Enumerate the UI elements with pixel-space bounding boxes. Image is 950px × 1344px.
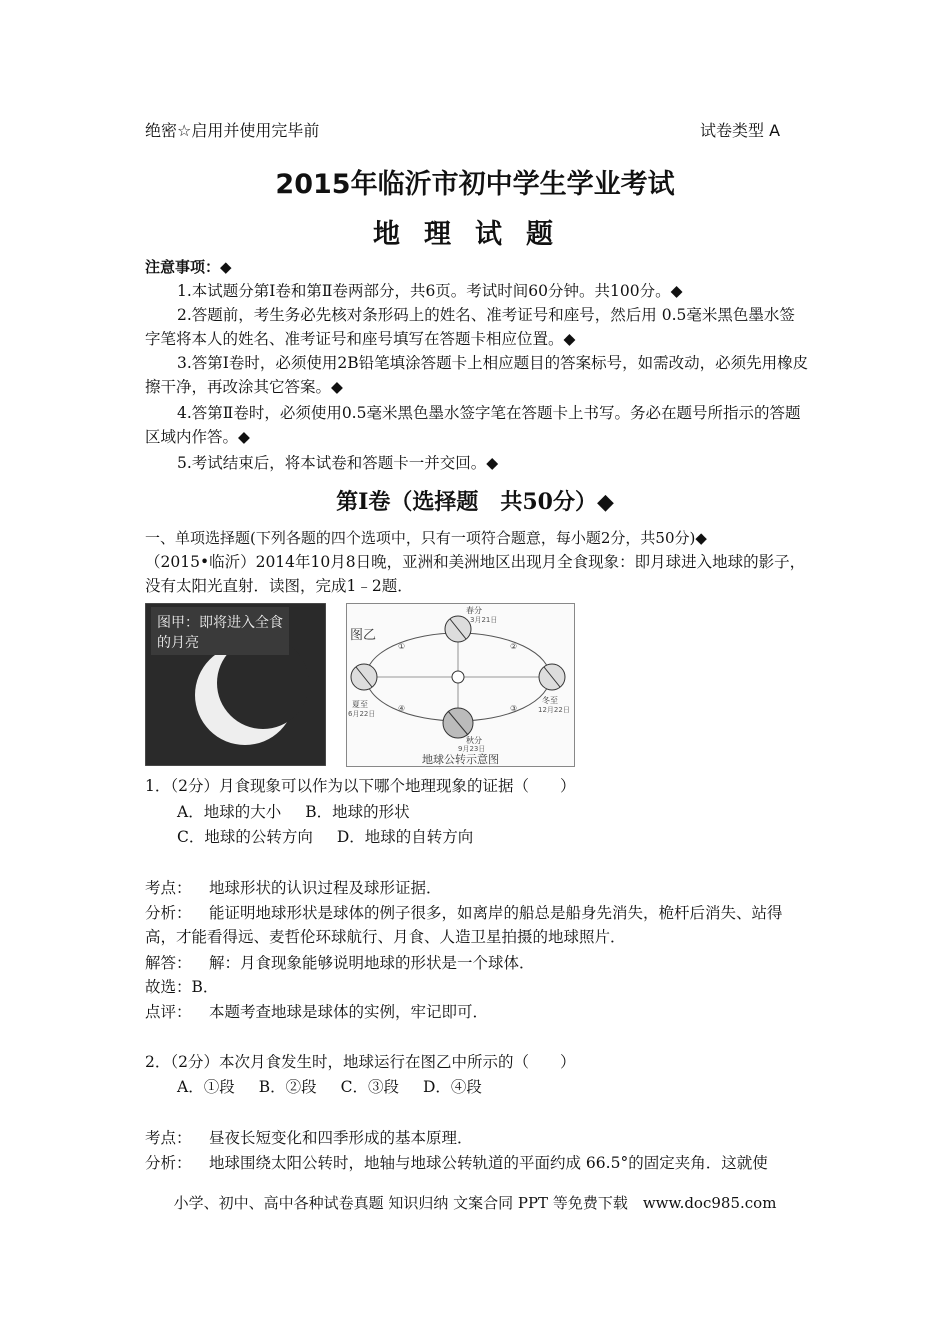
- earth-winter-icon: [539, 664, 565, 690]
- figure-b-caption: 地球公转示意图: [422, 753, 499, 766]
- q1-option-c: C．地球的公转方向: [177, 828, 313, 846]
- exam-subtitle: 地理试题: [373, 219, 577, 250]
- earth-summer-icon: [351, 664, 377, 690]
- figure-b-label: 图乙: [350, 628, 377, 643]
- earth-autumn-icon: [443, 708, 473, 738]
- paper-type-label: 试卷类型 A: [700, 121, 781, 140]
- earth-spring-icon: [445, 616, 471, 642]
- q2-kaodian: 考点： 昼夜长短变化和四季形成的基本原理．: [145, 1129, 473, 1147]
- note-item: 5.考试结束后，将本试卷和答题卡一并交回。◆: [177, 454, 499, 472]
- q1-option-b: B．地球的形状: [305, 803, 410, 821]
- exam-title: 2015年临沂市初中学生学业考试: [275, 169, 675, 200]
- note-item: 4.答第Ⅱ卷时，必须使用0.5毫米黑色墨水签字笔在答题卡上书写。务必在题号所指示的答题区域内作答。◆: [145, 404, 801, 446]
- svg-text:3月21日: 3月21日: [470, 616, 498, 624]
- moon-caption-line2: 的月亮: [157, 635, 199, 651]
- svg-text:①: ①: [398, 642, 406, 651]
- note-item: 1.本试题分第Ⅰ卷和第Ⅱ卷两部分，共6页。考试时间60分钟。共100分。◆: [177, 282, 683, 300]
- svg-text:6月22日: 6月22日: [348, 710, 376, 718]
- q1-fenxi: 分析： 能证明地球形状是球体的例子很多，如离岸的船总是船身先消失，桅杆后消失、站得高，才能看得远、麦哲伦环球航行、月食、人造卫星拍摄的地球照片．: [145, 904, 783, 946]
- q1-options-row2: [177, 825, 497, 849]
- q1-stem: 1．（2分）月食现象可以作为以下哪个地理现象的证据（ ）: [145, 777, 576, 795]
- svg-text:④: ④: [398, 704, 406, 713]
- note-item: 2.答题前，考生务必先核对条形码上的姓名、准考证号和座号，然后用 0.5毫米黑色墨水签字笔将本人的姓名、准考证号和座号填写在答题卡相应位置。◆: [145, 306, 795, 348]
- sun-icon: [452, 671, 464, 683]
- svg-text:②: ②: [510, 642, 518, 651]
- q1-answer: 故选：B．: [145, 978, 219, 996]
- q1-kaodian: 考点： 地球形状的认识过程及球形证据．: [145, 879, 442, 897]
- moon-caption-line1: 图甲：即将进入全食: [157, 615, 283, 631]
- svg-text:③: ③: [510, 704, 518, 713]
- question-context: （2015•临沂）2014年10月8日晚，亚洲和美洲地区出现月全食现象：即月球进入地球的影子，没有太阳光直射．读图，完成1﹣2题．: [145, 553, 806, 595]
- q2-stem: 2．（2分）本次月食发生时，地球运行在图乙中所示的（ ）: [145, 1053, 576, 1071]
- svg-text:12月22日: 12月22日: [538, 706, 570, 714]
- q2-option-d: D．④段: [422, 1078, 482, 1096]
- q1-option-a: A．地球的大小: [177, 803, 282, 821]
- section-intro: 一、单项选择题(下列各题的四个选项中，只有一项符合题意，每小题2分，共50分)◆: [145, 529, 707, 547]
- q2-option-b: B．②段: [258, 1078, 317, 1096]
- q2-fenxi: 分析： 地球围绕太阳公转时，地轴与地球公转轨道的平面约成 66.5°的固定夹角．这就使: [145, 1154, 768, 1172]
- svg-text:春分: 春分: [466, 606, 482, 615]
- svg-text:秋分: 秋分: [466, 736, 482, 745]
- note-item: 3.答第Ⅰ卷时，必须使用2B铅笔填涂答题卡上相应题目的答案标号，如需改动，必须先用橡皮擦干净，再改涂其它答案。◆: [145, 354, 809, 396]
- q2-option-a: A．①段: [177, 1078, 235, 1096]
- confidential-label: 绝密☆启用并使用完毕前: [145, 121, 320, 140]
- notes-heading: 注意事项：◆: [145, 258, 232, 276]
- svg-text:9月23日: 9月23日: [458, 745, 486, 753]
- q1-option-d: D．地球的自转方向: [336, 828, 474, 846]
- figure-moon-photo: [145, 603, 326, 766]
- q2-options: [177, 1075, 506, 1099]
- q1-dianping: 点评： 本题考查地球是球体的实例，牢记即可．: [145, 1003, 489, 1021]
- section-title: 第Ⅰ卷（选择题 共50分）◆: [336, 489, 614, 515]
- page-footer: 小学、初中、高中各种试卷真题 知识归纳 文案合同 PPT 等免费下载 www.doc985.com: [173, 1194, 777, 1212]
- svg-text:夏至: 夏至: [352, 700, 368, 709]
- q1-options-row1: [177, 800, 434, 824]
- svg-text:冬至: 冬至: [542, 696, 558, 705]
- q2-option-c: C．③段: [340, 1078, 399, 1096]
- figure-earth-orbit: [346, 603, 575, 767]
- q1-jieda: 解答： 解：月食现象能够说明地球的形状是一个球体．: [145, 954, 535, 972]
